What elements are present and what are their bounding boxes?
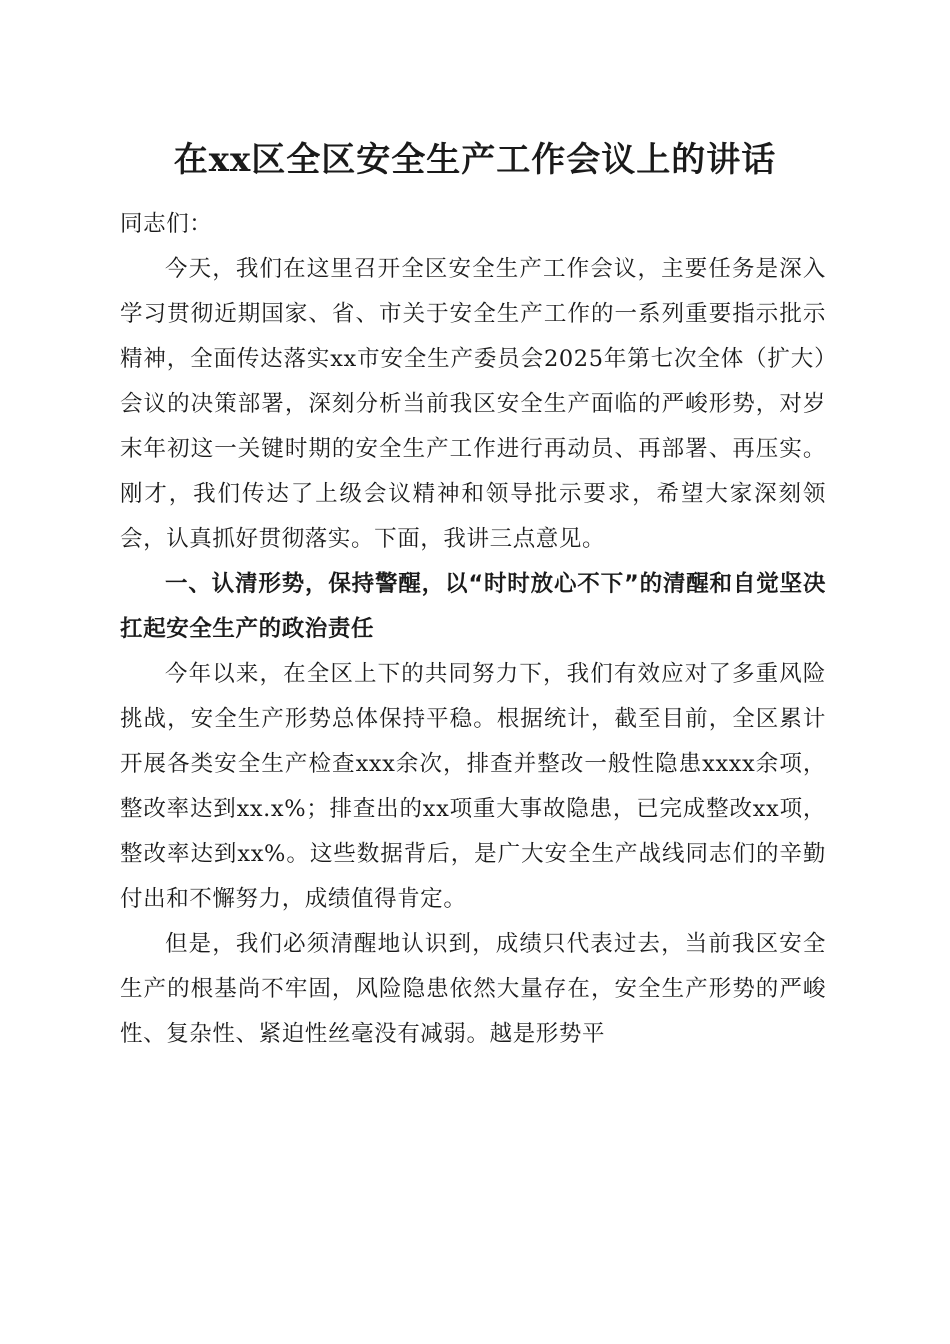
document-title: 在xx区全区安全生产工作会议上的讲话: [173, 140, 777, 180]
paragraph-section1-2: 但是，我们必须清醒地认识到，成绩只代表过去，当前我区安全生产的根基尚不牢固，风险隐患依然大量存在，安全生产形势的严峻性、复杂性、紧迫性丝毫没有减弱。越是形势平: [120, 931, 826, 1047]
salutation: 同志们：: [120, 211, 213, 237]
document-body: [120, 202, 826, 1057]
section-heading-1: 一、认清形势，保持警醒，以“时时放心不下”的清醒和自觉坚决扛起安全生产的政治责任: [120, 571, 826, 642]
paragraph-intro: 今天，我们在这里召开全区安全生产工作会议，主要任务是深入学习贯彻近期国家、省、市关于安全生产工作的一系列重要指示批示精神，全面传达落实xx市安全生产委员会2025年第七次全体（扩大）会议的决策部署，深刻分析当前我区安全生产面临的严峻形势，对岁末年初这一关键时期的安全生产工作进行再动员、再部署、再压实。刚才，我们传达了上级会议精神和领导批示要求，希望大家深刻领会，认真抓好贯彻落实。下面，我讲三点意见。: [120, 256, 826, 552]
paragraph-section1-1: 今年以来，在全区上下的共同努力下，我们有效应对了多重风险挑战，安全生产形势总体保持平稳。根据统计，截至目前，全区累计开展各类安全生产检查xxx余次，排查并整改一般性隐患xxxx余项，整改率达到xx.x%；排查出的xx项重大事故隐患，已完成整改xx项，整改率达到xx%。这些数据背后，是广大安全生产战线同志们的辛勤付出和不懈努力，成绩值得肯定。: [120, 661, 826, 912]
